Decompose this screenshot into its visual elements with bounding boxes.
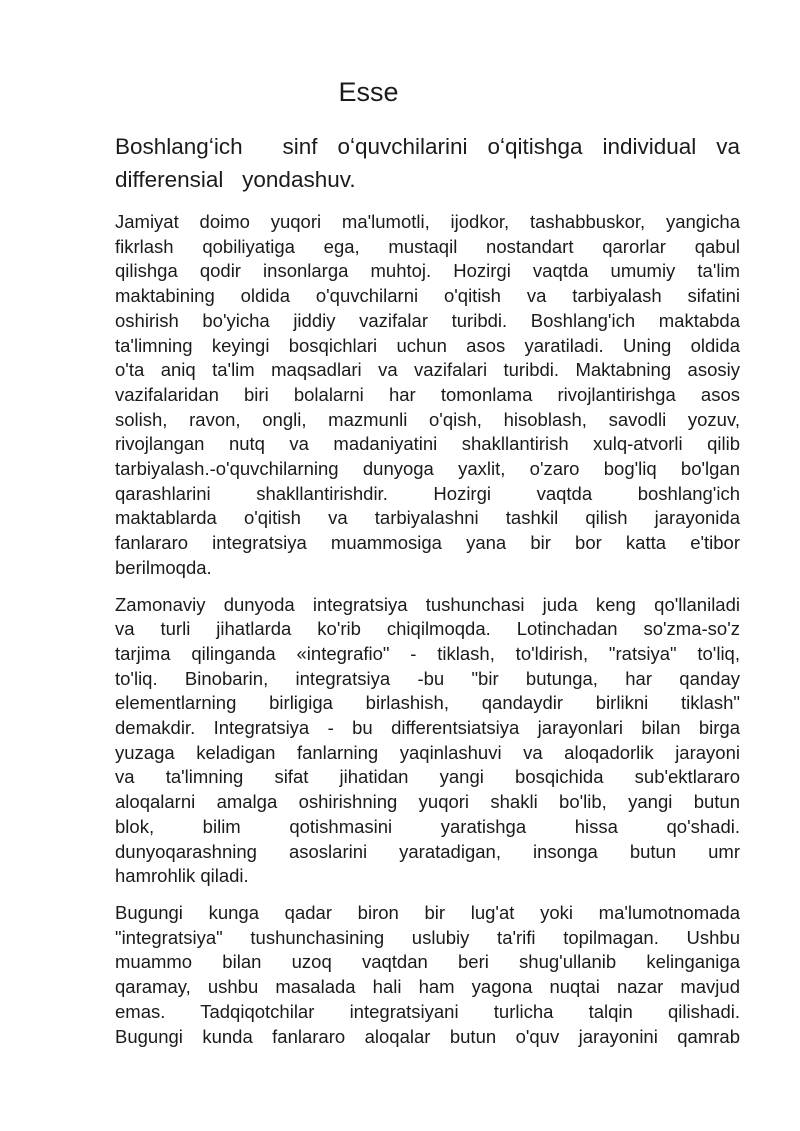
text-line: dunyoqarashning asoslarini yaratadigan, insonga butun umr (115, 840, 740, 862)
text-line: oshirish bo'yicha jiddiy vazifalar turibdi. Boshlang'ich maktabda (115, 309, 740, 331)
text-line: blok, bilim qotishmasini yaratishga hissa qo'shadi. (115, 815, 740, 837)
text-line: Jamiyat doimo yuqori ma'lumotli, ijodkor, tashabbuskor, yangicha (115, 211, 740, 232)
text-line: emas. Tadqiqotchilar integratsiyani turlicha talqin qilishadi. (115, 1000, 740, 1022)
document-body (115, 210, 740, 1049)
text-line: Zamonaviy dunyoda integratsiya tushunchasi juda keng qo'llaniladi (115, 593, 740, 615)
paragraph-1 (115, 210, 740, 581)
text-line: maktabining oldida o'quvchilarni o'qitish va tarbiyalash sifatini (115, 285, 740, 307)
text-line: fanlararo integratsiya muammosiga yana bir bor katta e'tibor (115, 532, 740, 554)
heading-line: Boshlangʻich sinf oʻquvchilarini oʻqitishga individual va (115, 134, 740, 159)
text-line: ta'limning keyingi bosqichlari uchun asos yaratiladi. Uning oldida (115, 334, 740, 356)
text-line: qaramay, ushbu masalada hali ham yagona nuqtai nazar mavjud (115, 976, 740, 998)
paragraph-3 (115, 901, 740, 1049)
heading-line: differensial yondashuv. (115, 167, 356, 192)
text-line: tarjima qilinganda «integrafio" - tiklash, to'ldirish, "ratsiya" to'liq, (115, 642, 740, 664)
text-line: va turli jihatlarda ko'rib chiqilmoqda. Lotinchadan so'zma-so'z (115, 618, 740, 640)
text-line: to'liq. Binobarin, integratsiya -bu "bir butunga, har qanday (115, 667, 740, 689)
document-heading (115, 130, 740, 196)
text-line: muammo bilan uzoq vaqtdan beri shug'ullanib kelinganiga (115, 951, 740, 973)
text-line: vazifalaridan biri bolalarni har tomonlama rivojlantirishga asos (115, 383, 740, 405)
page-title: Esse (338, 77, 399, 107)
text-line: yuzaga keladigan fanlarning yaqinlashuvi va aloqadorlik jarayoni (115, 741, 740, 763)
text-line: aloqalarni amalga oshirishning yuqori shakli bo'lib, yangi butun (115, 791, 740, 813)
text-line: "integratsiya" tushunchasining uslubiy ta'rifi topilmagan. Ushbu (115, 926, 740, 948)
text-line: rivojlangan nutq va madaniyatini shakllantirish xulq-atvorli qilib (115, 433, 740, 455)
text-line: solish, ravon, ongli, mazmunli o'qish, hisoblash, savodli yozuv, (115, 408, 740, 430)
text-line: qilishga qodir insonlarga muhtoj. Hozirgi vaqtda umumiy ta'lim (115, 260, 740, 282)
document-content (115, 76, 740, 1061)
text-line: fikrlash qobiliyatiga ega, mustaqil nostandart qarorlar qabul (115, 235, 740, 257)
text-line: elementlarning birligiga birlashish, qandaydir birlikni tiklash" (115, 692, 740, 714)
text-line: Bugungi kunga qadar biron bir lug'at yoki ma'lumotnomada (115, 901, 740, 923)
text-line: berilmoqda. (115, 556, 212, 578)
text-line: tarbiyalash.-o'quvchilarning dunyoga yaxlit, o'zaro bog'liq bo'lgan (115, 458, 740, 480)
text-line: va ta'limning sifat jihatidan yangi bosqichida sub'ektlararo (115, 766, 740, 788)
text-line: Bugungi kunda fanlararo aloqalar butun o'quv jarayonini qamrab (115, 1025, 740, 1047)
text-line: maktablarda o'qitish va tarbiyalashni tashkil qilish jarayonida (115, 507, 740, 529)
text-line: o'ta aniq ta'lim maqsadlari va vazifalari turibdi. Maktabning asosiy (115, 359, 740, 381)
text-line: demakdir. Integratsiya - bu differentsiatsiya jarayonlari bilan birga (115, 717, 740, 739)
text-line: qarashlarini shakllantirishdir. Hozirgi vaqtda boshlang'ich (115, 482, 740, 504)
text-line: hamrohlik qiladi. (115, 865, 249, 887)
paragraph-2 (115, 593, 740, 889)
